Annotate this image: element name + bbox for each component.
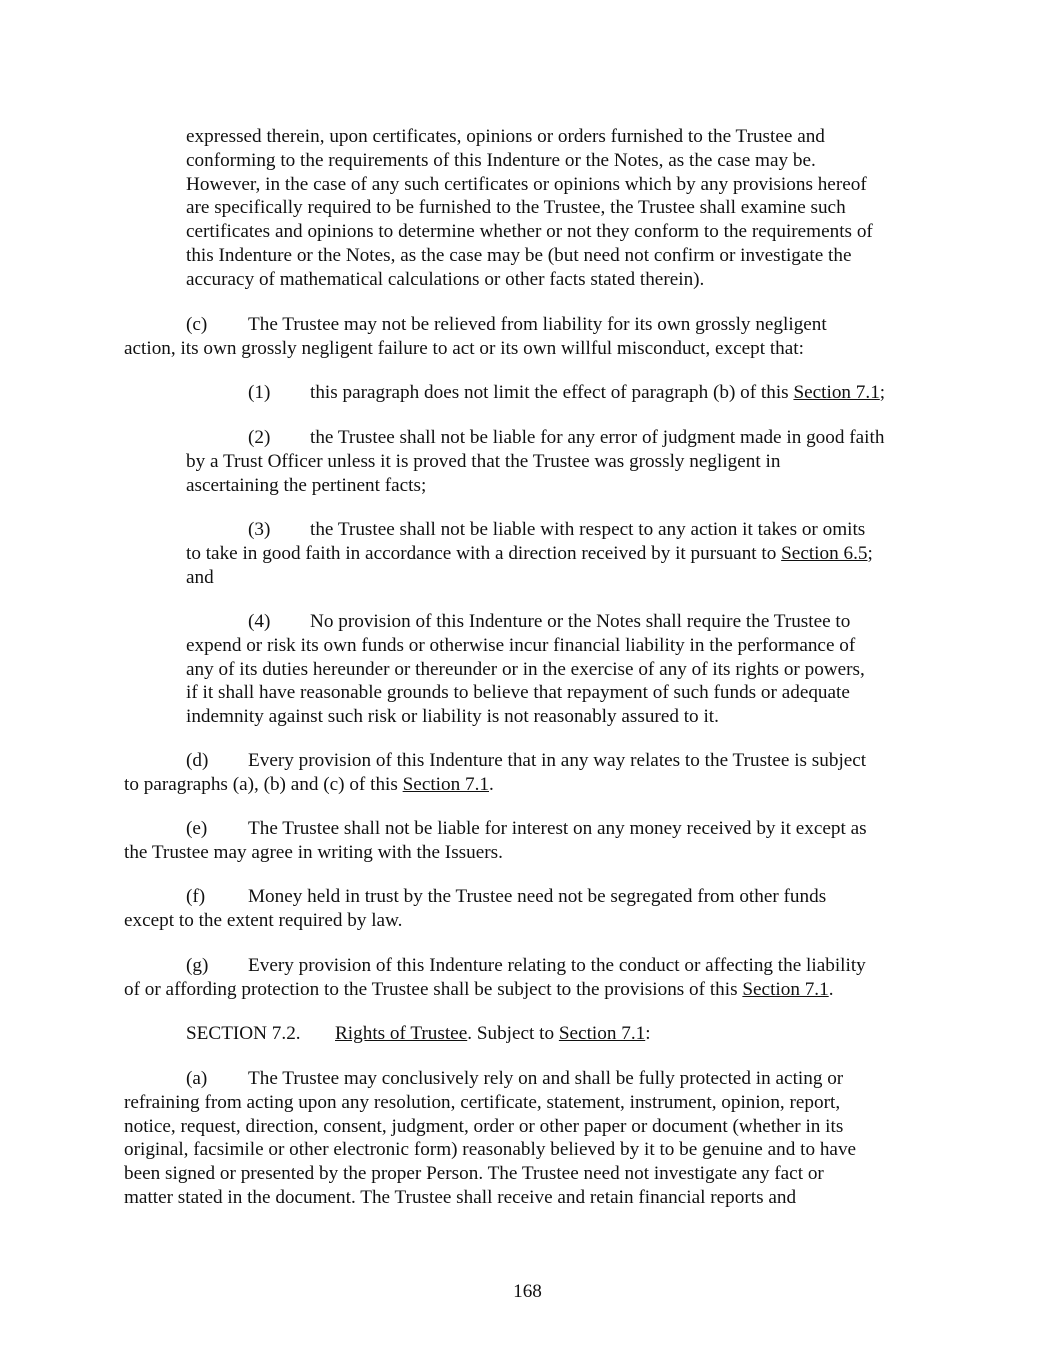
text-line: any of its duties hereunder or thereunder or in the exercise of any of its rights or powers, bbox=[186, 658, 865, 680]
section-7-1-reference[interactable]: Section 7.1 bbox=[742, 978, 829, 1000]
item-label: (4) bbox=[248, 611, 271, 632]
paragraph-f bbox=[124, 885, 826, 933]
text-line: . Subject to bbox=[467, 1023, 559, 1044]
section-7-1-reference[interactable]: Section 7.1 bbox=[402, 773, 489, 795]
paragraph-d bbox=[124, 749, 866, 797]
text-line: the Trustee may agree in writing with the Issuers. bbox=[124, 841, 503, 863]
text-line: matter stated in the document. The Trustee shall receive and retain financial reports and bbox=[124, 1186, 797, 1208]
paragraph-b-continuation bbox=[186, 125, 873, 292]
section-7-2-heading bbox=[186, 1022, 651, 1046]
text-line: ascertaining the pertinent facts; bbox=[186, 474, 427, 496]
text-line: are specifically required to be furnished to the Trustee, the Trustee shall examine such bbox=[186, 197, 846, 219]
paragraph-label: (a) bbox=[186, 1068, 208, 1089]
text-line: Money held in trust by the Trustee need not be segregated from other funds bbox=[248, 886, 827, 907]
section-number: SECTION 7.2. bbox=[186, 1023, 301, 1044]
punctuation: ; bbox=[879, 382, 886, 403]
paragraph-label: (d) bbox=[186, 750, 209, 771]
text-line: accuracy of mathematical calculations or other facts stated therein). bbox=[186, 268, 705, 290]
text-line: notice, request, direction, consent, judgment, order or other paper or document (whether in its bbox=[124, 1115, 844, 1137]
item-2 bbox=[186, 426, 884, 497]
punctuation: ; bbox=[867, 542, 873, 564]
text-line: refraining from acting upon any resolution, certificate, statement, instrument, opinion, report, bbox=[124, 1091, 841, 1113]
text-line: However, in the case of any such certificates or opinions which by any provisions hereof bbox=[186, 173, 867, 195]
item-3 bbox=[186, 518, 873, 589]
text-line: to paragraphs (a), (b) and (c) of this bbox=[124, 773, 403, 795]
text-line: The Trustee may not be relieved from liability for its own grossly negligent bbox=[248, 314, 827, 335]
text-line: expressed therein, upon certificates, opinions or orders furnished to the Trustee and bbox=[186, 126, 825, 147]
text-line: the Trustee shall not be liable with respect to any action it takes or omits bbox=[310, 519, 866, 540]
paragraph-label: (g) bbox=[186, 955, 209, 976]
text-line: to take in good faith in accordance with a direction received by it pursuant to bbox=[186, 542, 782, 564]
item-1 bbox=[248, 381, 885, 405]
item-label: (2) bbox=[248, 427, 271, 448]
text-line: conforming to the requirements of this Indenture or the Notes, as the case may be. bbox=[186, 149, 816, 171]
text-line: the Trustee shall not be liable for any error of judgment made in good faith bbox=[310, 427, 885, 448]
text-line: indemnity against such risk or liability is not reasonably assured to it. bbox=[186, 706, 719, 728]
text-line: been signed or presented by the proper Person. The Trustee need not investigate any fact or bbox=[124, 1163, 824, 1185]
text-line: and bbox=[186, 566, 214, 588]
section-7-1-reference[interactable]: Section 7.1 bbox=[793, 382, 880, 403]
text-line: No provision of this Indenture or the Notes shall require the Trustee to bbox=[310, 611, 851, 632]
text-line: if it shall have reasonable grounds to believe that repayment of such funds or adequate bbox=[186, 682, 850, 704]
text-line: expend or risk its own funds or otherwise incur financial liability in the performance of bbox=[186, 634, 856, 656]
text-line: this Indenture or the Notes, as the case may be (but need not confirm or investigate the bbox=[186, 244, 852, 266]
section-7-2-paragraph-a bbox=[124, 1067, 856, 1210]
section-6-5-reference[interactable]: Section 6.5 bbox=[781, 542, 868, 564]
text-line: Every provision of this Indenture that in any way relates to the Trustee is subject bbox=[248, 750, 867, 771]
punctuation: : bbox=[645, 1023, 651, 1044]
paragraph-c bbox=[124, 313, 827, 361]
section-title: Rights of Trustee bbox=[335, 1023, 468, 1044]
paragraph-label: (c) bbox=[186, 314, 208, 335]
text-line: original, facsimile or other electronic form) reasonably believed by it to be genuine and to have bbox=[124, 1139, 857, 1161]
punctuation: . bbox=[828, 978, 834, 1000]
text-line: this paragraph does not limit the effect of paragraph (b) of this bbox=[310, 382, 794, 403]
item-label: (1) bbox=[248, 382, 271, 403]
text-line: The Trustee shall not be liable for interest on any money received by it except as bbox=[248, 818, 867, 839]
text-line: action, its own grossly negligent failure to act or its own willful misconduct, except that: bbox=[124, 337, 804, 359]
paragraph-label: (f) bbox=[186, 886, 206, 907]
text-line: of or affording protection to the Trustee shall be subject to the provisions of this bbox=[124, 978, 743, 1000]
text-line: certificates and opinions to determine whether or not they conform to the requirements of bbox=[186, 221, 873, 243]
text-line: The Trustee may conclusively rely on and shall be fully protected in acting or bbox=[248, 1068, 844, 1089]
text-line: except to the extent required by law. bbox=[124, 909, 403, 931]
page-number: 168 bbox=[513, 1281, 542, 1302]
item-label: (3) bbox=[248, 519, 271, 540]
text-line: Every provision of this Indenture relating to the conduct or affecting the liability bbox=[248, 955, 866, 976]
section-7-1-reference[interactable]: Section 7.1 bbox=[558, 1023, 646, 1044]
text-line: by a Trust Officer unless it is proved that the Trustee was grossly negligent in bbox=[186, 450, 781, 472]
paragraph-e bbox=[124, 817, 867, 865]
item-4 bbox=[186, 610, 865, 729]
paragraph-g bbox=[124, 954, 866, 1002]
punctuation: . bbox=[488, 773, 494, 795]
paragraph-label: (e) bbox=[186, 818, 208, 839]
